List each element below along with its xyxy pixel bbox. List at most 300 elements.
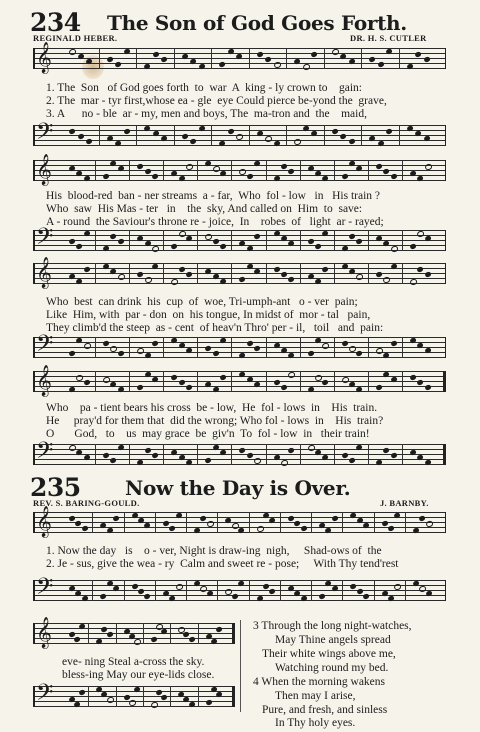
barline: [300, 337, 301, 358]
note: [205, 345, 212, 351]
note: [183, 631, 190, 637]
note: [368, 56, 375, 62]
music-staff: [33, 574, 446, 606]
lyric-line: Who saw His Mas - ter in the sky, And called on Him to save:: [46, 203, 363, 215]
note: [151, 173, 158, 179]
note: [178, 230, 186, 238]
barline: [405, 512, 406, 533]
note: [68, 238, 75, 244]
barline: [324, 48, 325, 69]
note: [117, 273, 125, 281]
note: [341, 452, 348, 458]
note: [314, 243, 321, 249]
note: [424, 271, 431, 277]
note: [185, 162, 193, 170]
lyric-line: A - round the Saviour's throne re - joice, In robes of light ar - rayed;: [46, 216, 384, 228]
note: [68, 515, 75, 521]
barline: [129, 160, 130, 181]
music-staff: [33, 154, 446, 186]
music-staff: [33, 365, 446, 397]
note: [256, 51, 263, 57]
note: [341, 173, 348, 179]
note: [348, 344, 356, 352]
note: [185, 384, 192, 390]
note: [288, 447, 295, 453]
verse-line: 4 When the morning wakens: [253, 676, 386, 688]
barline: [445, 263, 447, 284]
barline: [249, 580, 250, 601]
lyric-line: bless-ing May our eye-lids close.: [62, 669, 215, 681]
bass-clef-icon: 𝄢: [36, 438, 54, 469]
note: [123, 694, 130, 700]
music-staff: [33, 42, 446, 74]
note: [171, 278, 179, 286]
note: [137, 163, 144, 169]
note: [218, 61, 225, 67]
barline: [129, 230, 130, 251]
note: [74, 636, 81, 642]
barline: [361, 125, 362, 146]
barline: [174, 125, 175, 146]
note: [264, 135, 272, 143]
note: [417, 266, 424, 272]
note: [288, 168, 295, 174]
note: [273, 266, 280, 272]
barline: [33, 580, 35, 601]
barline: [33, 230, 35, 251]
staff-line: [33, 68, 446, 69]
staff-line: [33, 623, 235, 624]
note: [76, 243, 83, 249]
barline: [33, 337, 35, 358]
barline: [324, 125, 325, 146]
verse-line: Their white wings above me,: [262, 648, 396, 660]
barline: [143, 686, 144, 707]
barline: [368, 337, 369, 358]
barline: [266, 230, 267, 251]
barline: [197, 263, 198, 284]
note: [144, 593, 151, 599]
note: [151, 340, 158, 346]
verse-line: Pure, and fresh, and sinless: [262, 704, 388, 716]
barline: [129, 444, 130, 465]
barline: [311, 512, 312, 533]
barline: [342, 512, 343, 533]
barline: [33, 623, 35, 644]
note: [375, 347, 383, 355]
staff-line: [33, 48, 446, 49]
note: [280, 384, 287, 390]
note: [117, 238, 124, 244]
music-staff: [33, 438, 446, 470]
barline: [249, 512, 250, 533]
note: [318, 593, 325, 599]
staff-line: [33, 696, 235, 697]
note: [137, 271, 144, 277]
note: [162, 520, 169, 526]
note: [262, 583, 269, 589]
note: [178, 379, 185, 385]
barline: [402, 160, 403, 181]
note: [394, 582, 402, 590]
note: [188, 636, 195, 642]
barline: [266, 371, 267, 392]
barline: [361, 48, 362, 69]
barline: [95, 371, 96, 392]
note: [254, 233, 261, 239]
note: [390, 452, 397, 458]
barline: [334, 263, 335, 284]
note: [322, 266, 329, 272]
note: [419, 515, 426, 521]
note: [246, 173, 253, 179]
barline: [368, 263, 369, 284]
note: [110, 344, 118, 352]
note: [254, 345, 261, 351]
note: [382, 275, 390, 283]
lyric-line: 1. The Son of God goes forth to war A king - ly crown to gain:: [46, 82, 363, 94]
barline: [249, 125, 250, 146]
barline: [163, 263, 164, 284]
note: [83, 266, 90, 272]
barline: [266, 444, 267, 465]
music-staff: [33, 331, 446, 363]
lyric-line: 1. Now the day is o - ver, Night is draw-ing nigh, Shad-ows of the: [46, 545, 382, 557]
barline: [402, 444, 403, 465]
note: [331, 515, 338, 521]
barline: [445, 125, 447, 146]
note: [110, 457, 117, 463]
barline: [445, 48, 447, 69]
note: [280, 271, 287, 277]
barline: [197, 160, 198, 181]
note: [288, 371, 296, 379]
note: [417, 379, 424, 385]
note: [375, 384, 382, 390]
barline: [99, 48, 100, 69]
composer-credit: J. BARNBY.: [380, 498, 429, 508]
staff-line: [33, 600, 446, 601]
bass-clef-icon: 𝄢: [36, 119, 54, 150]
note: [131, 583, 138, 589]
hymn-title: The Son of God Goes Forth.: [107, 11, 407, 35]
note: [150, 701, 158, 709]
note: [102, 173, 109, 179]
barline: [174, 48, 175, 69]
note: [151, 452, 158, 458]
barline: [334, 230, 335, 251]
note: [200, 515, 207, 521]
bass-clef-icon: 𝄢: [36, 680, 54, 711]
note: [409, 243, 416, 249]
verse-line: Watching round my bed.: [275, 662, 389, 674]
note: [239, 447, 246, 453]
lyric-line: Who pa - tient bears his cross be - low, He fol - lows in His train.: [46, 402, 378, 414]
note: [152, 51, 159, 57]
barline: [266, 263, 267, 284]
note: [212, 165, 220, 173]
barline: [399, 48, 400, 69]
note: [288, 276, 295, 282]
note: [189, 138, 196, 144]
barline: [33, 125, 35, 146]
note: [144, 275, 152, 283]
note: [348, 233, 355, 239]
barline: [445, 337, 447, 358]
note: [390, 173, 397, 179]
note: [385, 128, 392, 134]
barline: [198, 623, 199, 644]
barline: [124, 512, 125, 533]
note: [76, 373, 84, 381]
note: [417, 230, 425, 238]
staff-line: [33, 140, 446, 141]
author-credit: REGINALD HEBER.: [33, 33, 118, 43]
note: [387, 525, 394, 531]
note: [356, 238, 363, 244]
barline: [129, 337, 130, 358]
note: [106, 56, 113, 62]
note: [339, 133, 346, 139]
barline: [163, 337, 164, 358]
barline: [286, 125, 287, 146]
barline: [402, 337, 403, 358]
music-staff: [33, 680, 235, 712]
note: [112, 515, 119, 521]
treble-clef-icon: 𝄞: [36, 365, 52, 396]
note: [178, 266, 185, 272]
composer-credit: DR. H. S. CUTLER: [350, 33, 427, 43]
barline: [197, 371, 198, 392]
note: [117, 350, 124, 356]
barline: [445, 580, 447, 601]
note: [205, 699, 212, 705]
note: [409, 374, 416, 380]
note: [219, 243, 226, 249]
note: [151, 245, 159, 253]
note: [356, 273, 364, 281]
barline: [217, 580, 218, 601]
note: [136, 347, 144, 355]
barline: [445, 230, 447, 251]
barline: [300, 230, 301, 251]
lyric-line: He pray'd for them that did the wrong; Who fol - lows in His train?: [46, 415, 384, 427]
barline: [99, 125, 100, 146]
note: [239, 276, 246, 282]
barline: [402, 263, 403, 284]
bass-clef-icon: 𝄢: [36, 574, 54, 605]
staff-line: [33, 706, 235, 707]
barline: [88, 623, 89, 644]
music-staff: [33, 257, 446, 289]
barline: [300, 371, 301, 392]
treble-clef-icon: 𝄞: [36, 506, 52, 537]
note: [348, 138, 355, 144]
verse-line: In Thy holy eyes.: [275, 717, 356, 729]
note: [310, 51, 317, 57]
barline: [300, 263, 301, 284]
note: [341, 376, 349, 384]
barline: [95, 444, 96, 465]
music-staff: [33, 224, 446, 256]
note: [144, 447, 151, 453]
staff-line: [33, 638, 235, 639]
note: [100, 593, 107, 599]
note: [227, 128, 234, 134]
barline: [334, 160, 335, 181]
note: [253, 456, 261, 464]
music-staff: [33, 119, 446, 151]
note: [83, 379, 90, 385]
barline: [116, 623, 117, 644]
note: [383, 447, 390, 453]
verse-line: May Thine angels spread: [275, 634, 391, 646]
barline: [368, 160, 369, 181]
barline: [368, 230, 369, 251]
treble-clef-icon: 𝄞: [36, 617, 52, 648]
note: [356, 350, 363, 356]
barline: [232, 623, 235, 644]
barline: [443, 444, 446, 465]
music-staff: [33, 506, 446, 538]
note: [205, 457, 212, 463]
note: [175, 582, 183, 590]
note: [239, 167, 247, 175]
note: [322, 379, 329, 385]
note: [300, 525, 307, 531]
note: [101, 626, 108, 632]
barline: [286, 48, 287, 69]
note: [350, 583, 357, 589]
note: [106, 696, 114, 704]
barline: [334, 337, 335, 358]
lyric-line: His blood-red ban - ner streams a - far, Who fol - low in His train ?: [46, 190, 381, 202]
note: [68, 128, 75, 134]
barline: [231, 230, 232, 251]
lyric-line: 2. Je - sus, give the wea - ry Calm and sweet re - pose; With Thy tend'rest: [46, 558, 399, 570]
barline: [217, 512, 218, 533]
barline: [163, 444, 164, 465]
treble-clef-icon: 𝄞: [36, 42, 52, 73]
barline: [197, 444, 198, 465]
barline: [92, 512, 93, 533]
verse-line: 3 Through the long night-watches,: [253, 620, 412, 632]
barline: [163, 230, 164, 251]
barline: [170, 623, 171, 644]
note: [106, 631, 113, 637]
note: [375, 163, 382, 169]
staff-line: [33, 512, 446, 513]
note: [219, 374, 226, 380]
barline: [266, 337, 267, 358]
hymn-title: Now the Day is Over.: [125, 476, 351, 500]
barline: [231, 160, 232, 181]
barline: [399, 125, 400, 146]
note: [137, 588, 144, 594]
barline: [33, 371, 35, 392]
note: [307, 350, 314, 356]
note: [307, 238, 314, 244]
barline: [33, 512, 35, 533]
note: [102, 340, 109, 346]
note: [144, 168, 151, 174]
note: [169, 525, 176, 531]
bass-clef-icon: 𝄢: [36, 224, 54, 255]
barline: [155, 512, 156, 533]
staff-line: [33, 145, 446, 146]
lyric-line: They climb'd the steep as - cent of heav'n Thro' per - il, toil and pain:: [46, 322, 384, 334]
barline: [368, 444, 369, 465]
note: [110, 233, 117, 239]
barline: [231, 337, 232, 358]
note: [206, 519, 214, 527]
note: [68, 48, 76, 56]
barline: [170, 686, 171, 707]
note: [161, 694, 168, 700]
barline: [33, 263, 35, 284]
note: [171, 374, 178, 380]
note: [114, 61, 121, 67]
note: [137, 384, 144, 390]
barline: [211, 125, 212, 146]
note: [341, 340, 348, 346]
verse-line: Then may I arise,: [275, 690, 356, 702]
note: [81, 525, 88, 531]
lyric-line: 3. A no - ble ar - my, men and boys, The ma-tron and the maid,: [46, 108, 367, 120]
note: [235, 132, 243, 140]
staff-line: [33, 517, 446, 518]
bass-clef-icon: 𝄢: [36, 331, 54, 362]
note: [362, 593, 369, 599]
note: [425, 519, 433, 527]
barline: [280, 512, 281, 533]
staff-line: [33, 125, 446, 126]
note: [273, 379, 280, 385]
barline: [231, 263, 232, 284]
barline: [198, 686, 199, 707]
note: [212, 238, 219, 244]
note: [225, 587, 233, 595]
staff-line: [33, 628, 235, 629]
barline: [342, 580, 343, 601]
barline: [311, 580, 312, 601]
note: [331, 48, 339, 56]
barline: [232, 686, 235, 707]
note: [246, 340, 253, 346]
column-divider: [240, 620, 241, 712]
note: [424, 384, 431, 390]
note: [294, 520, 301, 526]
note: [83, 342, 91, 350]
note: [215, 626, 222, 632]
barline: [95, 337, 96, 358]
barline: [405, 580, 406, 601]
barline: [124, 580, 125, 601]
barline: [300, 444, 301, 465]
note: [75, 520, 82, 526]
lyric-line: Who best can drink his cup of woe, Tri-umph-ant o - ver pain;: [46, 296, 358, 308]
barline: [95, 263, 96, 284]
lyric-line: Like Him, with par - don on his tongue, In midst of mor - tal pain,: [46, 309, 371, 321]
note: [85, 138, 92, 144]
barline: [92, 580, 93, 601]
barline: [402, 371, 403, 392]
note: [246, 452, 253, 458]
note: [205, 232, 213, 240]
barline: [443, 371, 446, 392]
treble-clef-icon: 𝄞: [36, 257, 52, 288]
note: [414, 51, 421, 57]
